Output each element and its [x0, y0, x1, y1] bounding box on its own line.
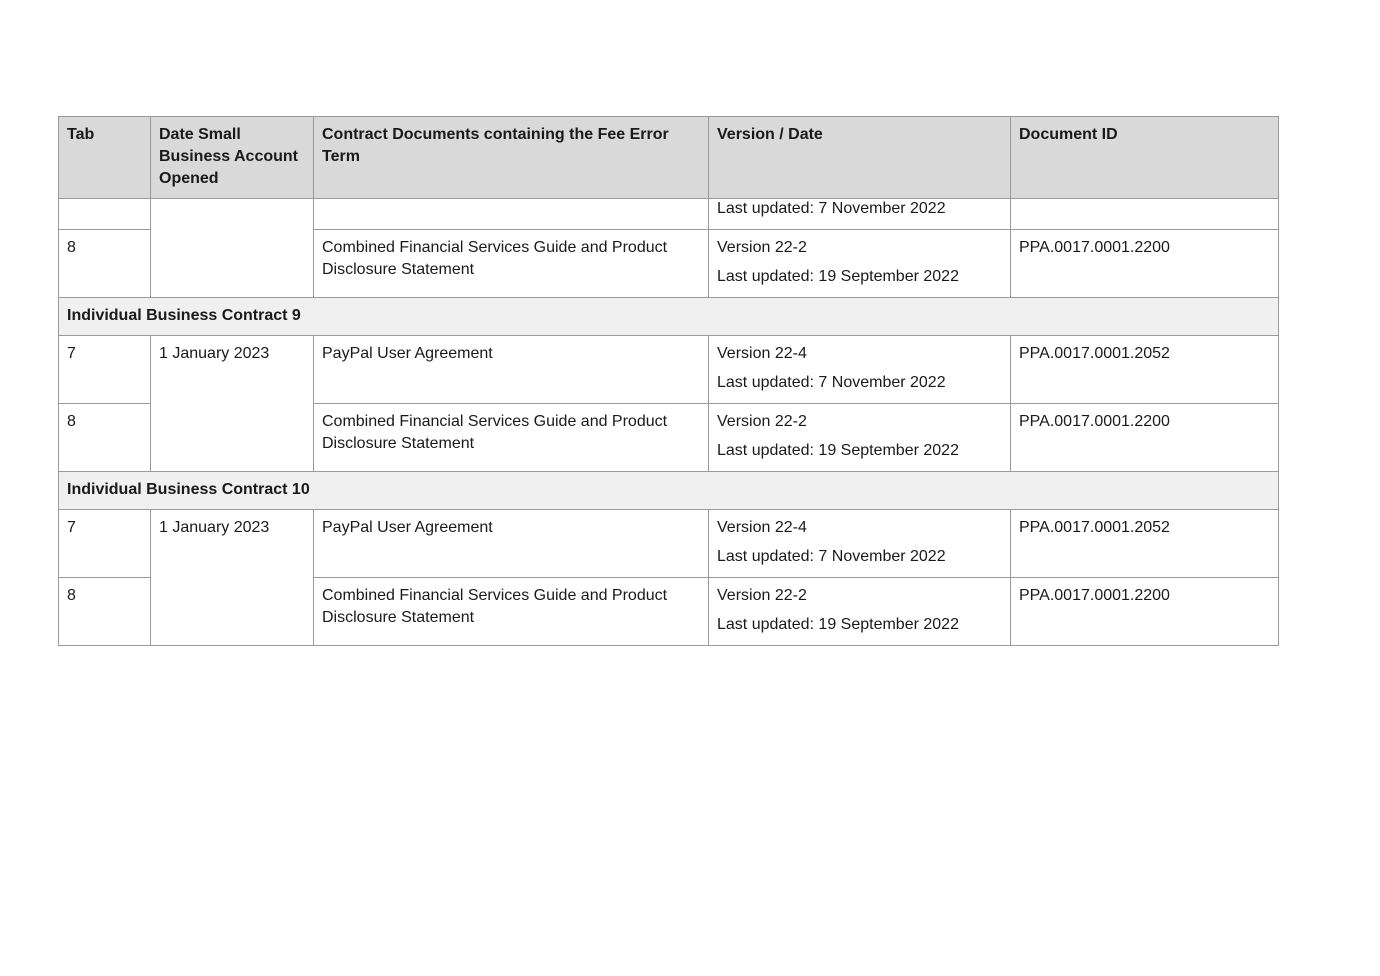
doc-id-cell: PPA.0017.0001.2200: [1011, 230, 1279, 298]
tab-cell: 8: [59, 404, 151, 472]
version-cell: [709, 336, 1011, 404]
doc-id-cell: PPA.0017.0001.2052: [1011, 510, 1279, 578]
version-number: Version 22-4: [717, 345, 807, 362]
version-number: Version 22-2: [717, 587, 807, 604]
document-cell: PayPal User Agreement: [314, 336, 709, 404]
section-row: [59, 472, 1279, 510]
table-row: [59, 199, 1279, 230]
table-row: [59, 336, 1279, 404]
header-version-date: Version / Date: [709, 117, 1011, 199]
date-opened-cell: 1 January 2023: [151, 510, 314, 646]
header-date-opened: Date Small Business Account Opened: [151, 117, 314, 199]
version-cell: [709, 404, 1011, 472]
document-cell: Combined Financial Services Guide and Product Disclosure Statement: [314, 404, 709, 472]
header-document-id: Document ID: [1011, 117, 1279, 199]
tab-cell: 7: [59, 336, 151, 404]
version-updated: Last updated: 7 November 2022: [717, 200, 946, 217]
version-number: Version 22-2: [717, 413, 807, 430]
document-cell: Combined Financial Services Guide and Product Disclosure Statement: [314, 578, 709, 646]
version-cell: [709, 199, 1011, 230]
version-number: Version 22-4: [717, 519, 807, 536]
tab-cell: 7: [59, 510, 151, 578]
date-opened-cell: 1 January 2023: [151, 336, 314, 472]
version-updated: Last updated: 7 November 2022: [717, 548, 946, 565]
section-title: Individual Business Contract 10: [59, 472, 1279, 510]
version-updated: Last updated: 19 September 2022: [717, 616, 959, 633]
document-cell: Combined Financial Services Guide and Product Disclosure Statement: [314, 230, 709, 298]
table-header-row: [59, 117, 1279, 199]
version-number: Version 22-2: [717, 239, 807, 256]
version-updated: Last updated: 7 November 2022: [717, 374, 946, 391]
doc-id-cell: PPA.0017.0001.2052: [1011, 336, 1279, 404]
section-title: Individual Business Contract 9: [59, 298, 1279, 336]
version-updated: Last updated: 19 September 2022: [717, 268, 959, 285]
tab-cell: 8: [59, 578, 151, 646]
table-row: [59, 510, 1279, 578]
date-opened-cell: [151, 199, 314, 298]
version-cell: [709, 510, 1011, 578]
doc-id-cell: PPA.0017.0001.2200: [1011, 578, 1279, 646]
tab-cell: [59, 199, 151, 230]
version-cell: [709, 578, 1011, 646]
tab-cell: 8: [59, 230, 151, 298]
section-row: [59, 298, 1279, 336]
header-contract-documents: Contract Documents containing the Fee Error Term: [314, 117, 709, 199]
contract-documents-table: [58, 116, 1279, 646]
doc-id-cell: [1011, 199, 1279, 230]
document-cell: PayPal User Agreement: [314, 510, 709, 578]
header-tab: Tab: [59, 117, 151, 199]
document-cell: [314, 199, 709, 230]
version-updated: Last updated: 19 September 2022: [717, 442, 959, 459]
version-cell: [709, 230, 1011, 298]
doc-id-cell: PPA.0017.0001.2200: [1011, 404, 1279, 472]
